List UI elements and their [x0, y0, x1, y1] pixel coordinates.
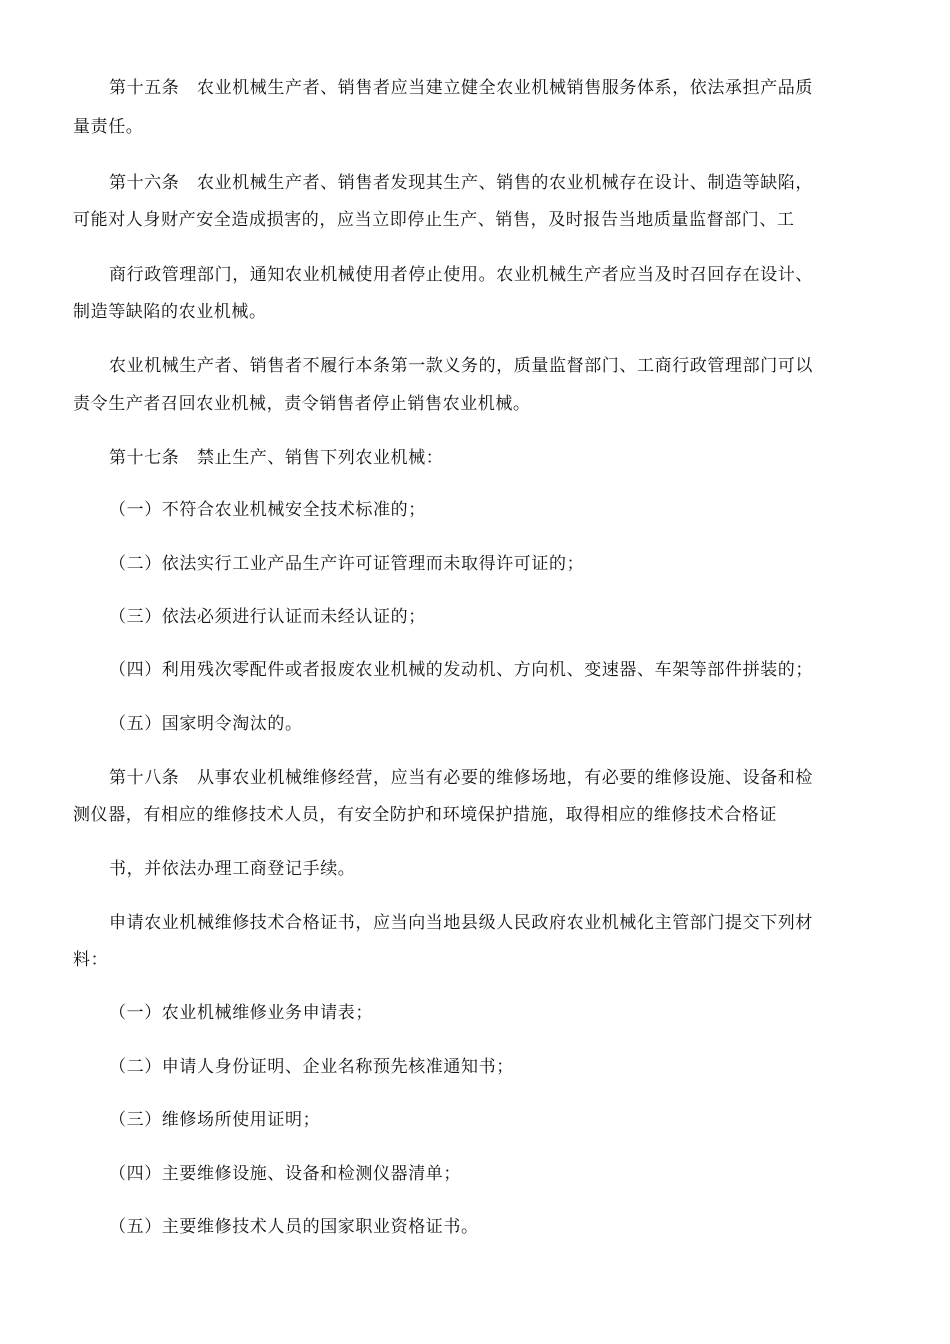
article-18-line-1: 第十八条 从事农业机械维修经营，应当有必要的维修场地，有必要的维修设施、设备和检 [109, 768, 813, 788]
article-17-item: （二）依法实行工业产品生产许可证管理而未取得许可证的； [109, 554, 585, 574]
article-18-line-3: 书，并依法办理工商登记手续。 [109, 859, 356, 879]
article-17-intro: 第十七条 禁止生产、销售下列农业机械： [109, 448, 444, 468]
article-18-para-2-line-2: 料： [73, 950, 109, 970]
article-18-item: （四）主要维修设施、设备和检测仪器清单； [109, 1164, 461, 1184]
article-16-para-2-line-1: 农业机械生产者、销售者不履行本条第一款义务的，质量监督部门、工商行政管理部门可以 [109, 356, 813, 376]
article-17-item: （四）利用残次零配件或者报废农业机械的发动机、方向机、变速器、车架等部件拼装的； [109, 660, 813, 680]
article-16-para-2-line-2: 责令生产者召回农业机械，责令销售者停止销售农业机械。 [73, 394, 531, 414]
article-18-line-2: 测仪器，有相应的维修技术人员，有安全防护和环境保护措施，取得相应的维修技术合格证 [73, 805, 777, 825]
article-15-line-1: 第十五条 农业机械生产者、销售者应当建立健全农业机械销售服务体系，依法承担产品质 [109, 78, 813, 98]
article-16-line-3: 商行政管理部门，通知农业机械使用者停止使用。农业机械生产者应当及时召回存在设计、 [109, 265, 813, 285]
article-17-item: （五）国家明令淘汰的。 [109, 714, 303, 734]
article-17-item: （一）不符合农业机械安全技术标准的； [109, 500, 426, 520]
article-16-line-1: 第十六条 农业机械生产者、销售者发现其生产、销售的农业机械存在设计、制造等缺陷， [109, 173, 813, 193]
article-17-item: （三）依法必须进行认证而未经认证的； [109, 607, 426, 627]
article-18-item: （二）申请人身份证明、企业名称预先核准通知书； [109, 1057, 514, 1077]
article-15-line-2: 量责任。 [73, 117, 144, 137]
article-16-line-4: 制造等缺陷的农业机械。 [73, 302, 267, 322]
article-18-item: （三）维修场所使用证明； [109, 1110, 321, 1130]
article-18-para-2-line-1: 申请农业机械维修技术合格证书，应当向当地县级人民政府农业机械化主管部门提交下列材 [109, 913, 813, 933]
article-18-item: （五）主要维修技术人员的国家职业资格证书。 [109, 1217, 479, 1237]
article-16-line-2: 可能对人身财产安全造成损害的，应当立即停止生产、销售，及时报告当地质量监督部门、工 [73, 210, 795, 230]
article-18-item: （一）农业机械维修业务申请表； [109, 1003, 373, 1023]
